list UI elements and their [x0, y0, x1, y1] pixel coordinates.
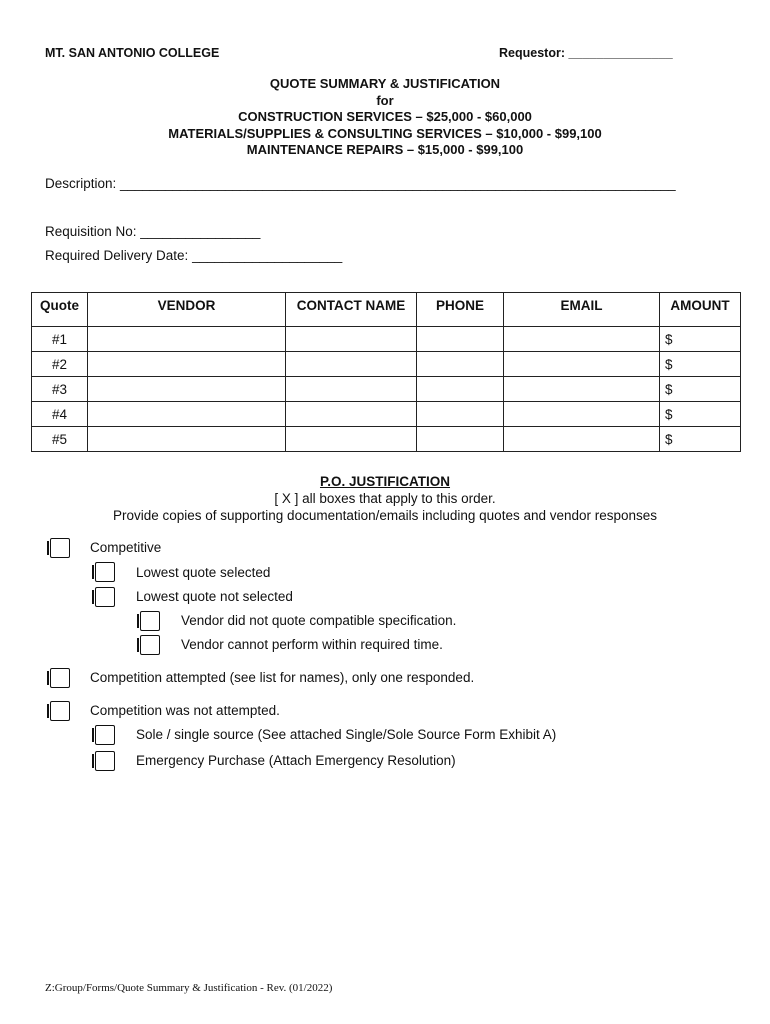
description-field[interactable]: Description: __________________________________________________________________________: [45, 176, 676, 191]
quote-number: #3: [32, 377, 88, 402]
delivery-date-field[interactable]: Required Delivery Date: ____________________: [45, 248, 343, 263]
title-line-2: for: [376, 92, 394, 108]
justification-heading: P.O. JUSTIFICATION: [319, 474, 451, 489]
title-line-5: MAINTENANCE REPAIRS – $15,000 - $99,100: [246, 142, 524, 157]
vendor-cell[interactable]: [88, 377, 286, 402]
emergency-purchase-checkbox[interactable]: [95, 751, 115, 771]
college-name: MT. SAN ANTONIO COLLEGE: [45, 46, 220, 60]
lowest-quote-selected-label: Lowest quote selected: [136, 565, 271, 580]
email-cell[interactable]: [504, 327, 660, 352]
phone-cell[interactable]: [417, 402, 504, 427]
table-row: [32, 402, 741, 427]
col-quote: Quote: [32, 293, 88, 327]
vendor-cell[interactable]: [88, 327, 286, 352]
amount-cell[interactable]: $: [660, 327, 741, 352]
title-line-4: MATERIALS/SUPPLIES & CONSULTING SERVICES – $10,000 - $99,100: [168, 125, 602, 141]
title-line-1: QUOTE SUMMARY & JUSTIFICATION: [269, 76, 501, 91]
quotes-table: [31, 292, 741, 452]
email-cell[interactable]: [504, 402, 660, 427]
phone-cell[interactable]: [417, 427, 504, 452]
requisition-field[interactable]: Requisition No: ________________: [45, 224, 261, 239]
col-email: EMAIL: [504, 293, 660, 327]
title-line-3: CONSTRUCTION SERVICES – $25,000 - $60,000: [238, 109, 532, 124]
contact-cell[interactable]: [286, 377, 417, 402]
lowest-quote-not-selected-label: Lowest quote not selected: [136, 589, 293, 604]
table-row: [32, 327, 741, 352]
email-cell[interactable]: [504, 427, 660, 452]
table-header-row: [32, 293, 741, 327]
sole-source-label: Sole / single source (See attached Single/Sole Source Form Exhibit A): [136, 727, 557, 742]
sole-source-checkbox[interactable]: [95, 725, 115, 745]
col-vendor: VENDOR: [88, 293, 286, 327]
col-amount: AMOUNT: [660, 293, 741, 327]
competition-attempted-label: Competition attempted (see list for names), only one responded.: [90, 670, 475, 685]
cannot-perform-label: Vendor cannot perform within required time.: [181, 637, 443, 652]
justification-instruction: [ X ] all boxes that apply to this order.: [274, 491, 496, 506]
not-compatible-label: Vendor did not quote compatible specification.: [181, 613, 457, 628]
contact-cell[interactable]: [286, 402, 417, 427]
contact-cell[interactable]: [286, 427, 417, 452]
justification-header: [0, 473, 770, 524]
competitive-label: Competitive: [90, 540, 162, 555]
lowest-quote-not-selected-checkbox[interactable]: [95, 587, 115, 607]
competition-attempted-checkbox[interactable]: [50, 668, 70, 688]
competition-not-attempted-label: Competition was not attempted.: [90, 703, 280, 718]
vendor-cell[interactable]: [88, 402, 286, 427]
requestor-field[interactable]: Requestor: _______________: [499, 46, 673, 60]
amount-cell[interactable]: $: [660, 352, 741, 377]
email-cell[interactable]: [504, 377, 660, 402]
footer-path: Z:Group/Forms/Quote Summary & Justification - Rev. (01/2022): [45, 982, 333, 994]
contact-cell[interactable]: [286, 327, 417, 352]
quote-number: #4: [32, 402, 88, 427]
table-row: [32, 427, 741, 452]
contact-cell[interactable]: [286, 352, 417, 377]
quote-number: #1: [32, 327, 88, 352]
table-row: [32, 352, 741, 377]
vendor-cell[interactable]: [88, 427, 286, 452]
lowest-quote-selected-checkbox[interactable]: [95, 562, 115, 582]
col-phone: PHONE: [417, 293, 504, 327]
phone-cell[interactable]: [417, 327, 504, 352]
competition-not-attempted-checkbox[interactable]: [50, 701, 70, 721]
amount-cell[interactable]: $: [660, 377, 741, 402]
vendor-cell[interactable]: [88, 352, 286, 377]
amount-cell[interactable]: $: [660, 427, 741, 452]
email-cell[interactable]: [504, 352, 660, 377]
phone-cell[interactable]: [417, 352, 504, 377]
col-contact-name: CONTACT NAME: [286, 293, 417, 327]
justification-note: Provide copies of supporting documentation/emails including quotes and vendor responses: [112, 508, 658, 523]
cannot-perform-checkbox[interactable]: [140, 635, 160, 655]
amount-cell[interactable]: $: [660, 402, 741, 427]
form-title: [0, 76, 770, 159]
quote-number: #2: [32, 352, 88, 377]
phone-cell[interactable]: [417, 377, 504, 402]
not-compatible-checkbox[interactable]: [140, 611, 160, 631]
table-row: [32, 377, 741, 402]
emergency-purchase-label: Emergency Purchase (Attach Emergency Resolution): [136, 753, 456, 768]
quote-number: #5: [32, 427, 88, 452]
competitive-checkbox[interactable]: [50, 538, 70, 558]
